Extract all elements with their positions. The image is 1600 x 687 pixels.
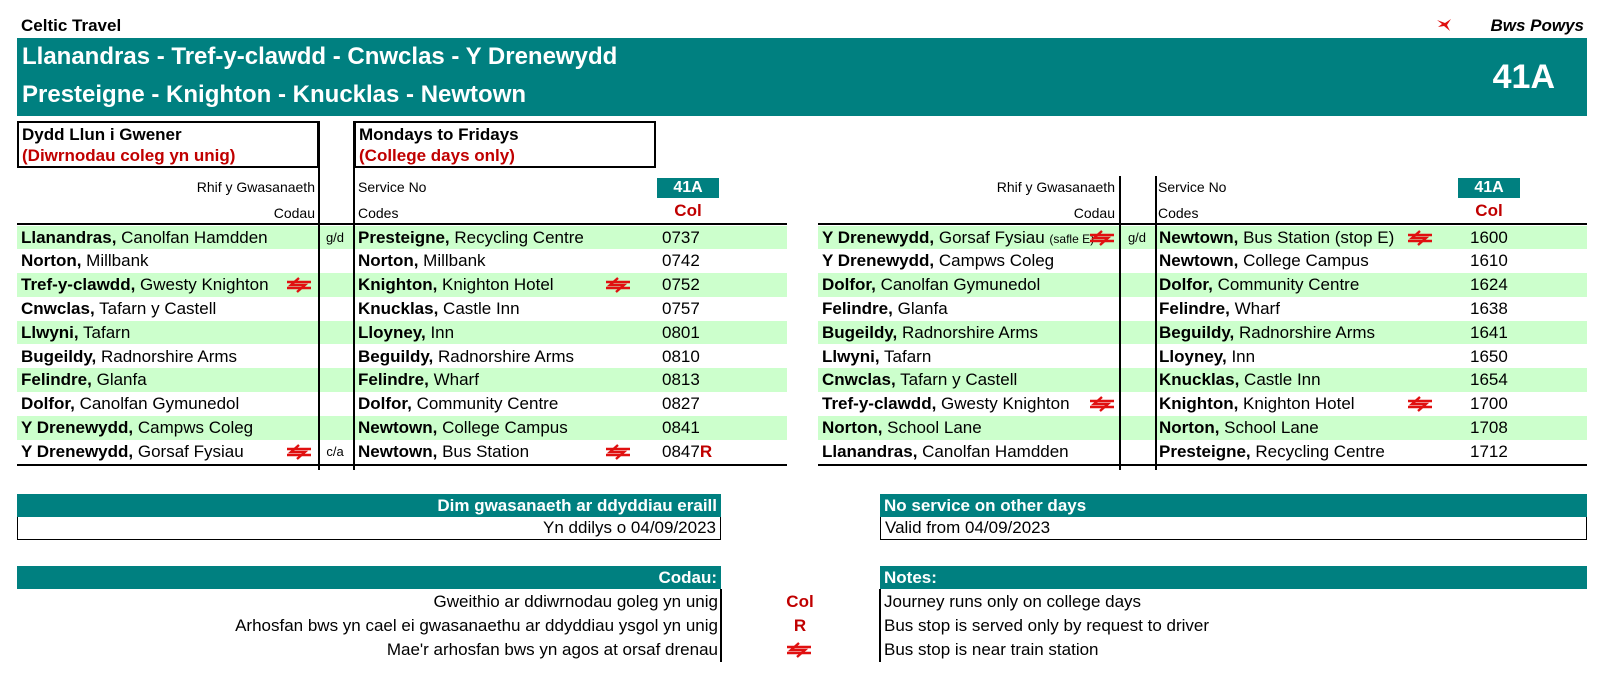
brand-name: Bws Powys — [1490, 16, 1584, 35]
time-value: 1712 — [1470, 441, 1508, 461]
departure-time — [662, 345, 732, 369]
operator-name: Celtic Travel — [21, 16, 122, 35]
stop-place: Bus Station (stop E) — [1243, 227, 1395, 247]
stop-town: Felindre, — [822, 298, 893, 318]
stop-welsh — [21, 297, 301, 321]
stop-welsh — [21, 440, 301, 464]
stop-town: Knighton, — [358, 275, 438, 295]
table-row — [17, 273, 787, 297]
route-banner — [17, 38, 1587, 116]
stop-welsh — [21, 345, 301, 369]
stop-welsh — [21, 416, 301, 440]
stop-code — [1120, 345, 1154, 369]
key-description-english: Bus stop is served only by request to driver — [884, 616, 1210, 635]
college-code: Col — [1475, 201, 1503, 220]
stop-english — [358, 416, 658, 440]
departure-time — [1470, 368, 1540, 392]
stop-place: Tafarn — [83, 322, 131, 342]
time-value: 0841 — [662, 417, 700, 437]
stop-place: Canolfan Gymunedol — [79, 394, 240, 414]
departure-time — [1470, 392, 1540, 416]
stop-place: Community Centre — [416, 394, 559, 414]
stop-town: Norton, — [822, 417, 883, 437]
stop-place: Inn — [1231, 346, 1256, 366]
notes-welsh — [17, 494, 721, 540]
stop-english — [358, 368, 658, 392]
stop-town: Dolfor, — [1159, 275, 1213, 295]
stop-code — [1120, 416, 1154, 440]
request-stop-code: R — [699, 441, 713, 461]
time-value: 0810 — [662, 346, 700, 366]
stop-place: Millbank — [86, 251, 149, 271]
stop-town: Y Drenewydd, — [822, 251, 935, 271]
stop-town: Y Drenewydd, — [21, 441, 134, 461]
time-value: 1654 — [1470, 370, 1508, 390]
stop-town: Knucklas, — [1159, 370, 1240, 390]
time-value: 0757 — [662, 298, 700, 318]
time-value: 0813 — [662, 370, 700, 390]
stop-welsh — [21, 226, 301, 250]
time-value: 0742 — [662, 251, 700, 271]
stop-town: Felindre, — [21, 370, 92, 390]
key-description-welsh: Arhosfan bws yn cael ei gwasanaethu ar ddyddiau ysgol yn unig — [235, 616, 718, 635]
stop-place: Glanfa — [897, 298, 948, 318]
stop-english — [358, 226, 658, 250]
route-title-english: Presteigne - Knighton - Knucklas - Newtown — [22, 81, 527, 108]
stop-place: Canolfan Hamdden — [121, 227, 268, 247]
service-label-welsh: Rhif y Gwasanaeth — [996, 179, 1115, 195]
stop-town: Llwyni, — [822, 346, 880, 366]
table-row — [818, 226, 1587, 250]
no-service-english: No service on other days — [880, 494, 1587, 517]
stop-town: Newtown, — [1159, 227, 1239, 247]
stop-place: Gorsaf Fysiau — [938, 227, 1045, 247]
stop-english — [358, 392, 658, 416]
stop-town: Norton, — [1159, 417, 1220, 437]
stop-welsh — [822, 249, 1118, 273]
codes-label-english: Codes — [358, 205, 399, 221]
departure-time — [662, 297, 732, 321]
departure-time — [1470, 321, 1540, 345]
valid-from-welsh: Yn ddilys o 04/09/2023 — [17, 517, 721, 540]
stop-english — [358, 321, 658, 345]
stop-town: Lloyney, — [358, 322, 426, 342]
stop-place: Knighton Hotel — [1243, 394, 1355, 414]
stop-place: Glanfa — [96, 370, 147, 390]
stop-town: Presteigne, — [358, 227, 450, 247]
time-value: 1610 — [1470, 251, 1508, 271]
departure-time — [662, 273, 732, 297]
stop-town: Dolfor, — [822, 275, 876, 295]
stop-code — [1120, 440, 1154, 464]
table-row — [17, 416, 787, 440]
departure-time — [1470, 273, 1540, 297]
codes-label-welsh: Codau — [1073, 205, 1115, 221]
time-value: 1624 — [1470, 275, 1508, 295]
stop-code — [1120, 273, 1154, 297]
stop-code — [1120, 297, 1154, 321]
table-row — [818, 273, 1587, 297]
stop-english — [358, 345, 658, 369]
time-value: 1641 — [1470, 322, 1508, 342]
stop-place: School Lane — [887, 417, 982, 437]
stop-welsh — [21, 392, 301, 416]
key-divider — [879, 589, 881, 662]
departure-time — [662, 440, 732, 464]
stop-place: Recycling Centre — [454, 227, 584, 247]
departure-time — [662, 226, 732, 250]
stop-town: Llanandras, — [822, 441, 918, 461]
rail-icon — [1088, 230, 1116, 246]
table-divider — [353, 121, 355, 470]
stop-note: (safle E) — [1049, 231, 1095, 246]
stop-welsh — [822, 392, 1118, 416]
stop-town: Presteigne, — [1159, 441, 1251, 461]
codes-label-english: Codes — [1158, 205, 1199, 221]
time-value: 1638 — [1470, 298, 1508, 318]
stop-place: Millbank — [423, 251, 486, 271]
days-english: Mondays to Fridays — [359, 125, 519, 144]
key-symbol: Col — [786, 592, 814, 611]
table-rule — [818, 464, 1587, 466]
key-symbol — [785, 638, 815, 662]
rail-icon — [285, 444, 313, 460]
stop-english — [1159, 297, 1479, 321]
departure-time — [1470, 297, 1540, 321]
stop-town: Felindre, — [1159, 298, 1230, 318]
stop-town: Newtown, — [358, 417, 438, 437]
stop-code — [318, 368, 352, 392]
service-label-english: Service No — [1158, 179, 1227, 195]
table-row — [17, 440, 787, 464]
table-divider — [1155, 176, 1157, 470]
stop-english — [358, 297, 658, 321]
key-divider — [720, 589, 722, 662]
departure-time — [1470, 440, 1540, 464]
table-row — [818, 416, 1587, 440]
codes-label-welsh: Codau — [273, 205, 315, 221]
table-rule — [818, 223, 1587, 225]
table-row — [17, 392, 787, 416]
stop-place: Knighton Hotel — [442, 275, 554, 295]
stop-place: College Campus — [442, 417, 568, 437]
stop-town: Knighton, — [1159, 394, 1239, 414]
stop-code: g/d — [1127, 229, 1147, 245]
service-label-welsh: Rhif y Gwasanaeth — [196, 179, 315, 195]
stop-town: Lloyney, — [1159, 346, 1227, 366]
table-row — [818, 368, 1587, 392]
service-number-badge: 41A — [657, 178, 719, 198]
time-value: 0752 — [662, 275, 700, 295]
days-welsh: Dydd Llun i Gwener — [22, 125, 182, 144]
stop-code — [318, 416, 352, 440]
service-label-english: Service No — [358, 179, 427, 195]
table-row — [17, 345, 787, 369]
stop-town: Norton, — [21, 251, 82, 271]
stop-welsh — [822, 273, 1118, 297]
rail-icon — [785, 642, 813, 658]
departure-time — [1470, 226, 1540, 250]
stop-place: Tafarn y Castell — [900, 370, 1018, 390]
stop-town: Newtown, — [358, 441, 438, 461]
stop-welsh — [21, 321, 301, 345]
stop-place: Inn — [430, 322, 455, 342]
key-description-english: Bus stop is near train station — [884, 640, 1099, 659]
time-value: 0827 — [662, 394, 700, 414]
key-symbol: R — [793, 616, 807, 635]
days-welsh-note: (Diwrnodau coleg yn unig) — [22, 146, 236, 165]
stop-place: Community Centre — [1217, 275, 1360, 295]
stop-place: Canolfan Gymunedol — [880, 275, 1041, 295]
days-box-english — [354, 121, 656, 168]
stop-town: Y Drenewydd, — [21, 417, 134, 437]
stop-place: Tafarn y Castell — [99, 298, 217, 318]
stop-code — [318, 321, 352, 345]
stop-town: Newtown, — [1159, 251, 1239, 271]
stop-town: Knucklas, — [358, 298, 439, 318]
stop-code — [318, 345, 352, 369]
stop-english — [1159, 249, 1479, 273]
table-row — [818, 321, 1587, 345]
service-number-badge: 41A — [1458, 178, 1520, 198]
key-description-welsh: Mae'r arhosfan bws yn agos at orsaf drenau — [386, 640, 718, 659]
stop-welsh — [21, 368, 301, 392]
stop-place: Wharf — [433, 370, 479, 390]
stop-place: Gwesty Knighton — [941, 394, 1070, 414]
stop-place: Gwesty Knighton — [140, 275, 269, 295]
rail-icon — [1406, 396, 1434, 412]
stop-code: g/d — [325, 229, 345, 245]
stop-place: Campws Coleg — [137, 417, 254, 437]
stop-town: Cnwclas, — [21, 298, 95, 318]
stop-town: Beguildy, — [1159, 322, 1235, 342]
stop-code — [318, 273, 352, 297]
stop-place: Radnorshire Arms — [100, 346, 238, 366]
stop-welsh — [822, 321, 1118, 345]
stop-town: Tref-y-clawdd, — [822, 394, 937, 414]
departure-time — [662, 249, 732, 273]
stop-town: Tref-y-clawdd, — [21, 275, 136, 295]
stop-code — [318, 392, 352, 416]
stop-town: Llanandras, — [21, 227, 117, 247]
table-rule — [17, 464, 787, 466]
table-row — [818, 345, 1587, 369]
stop-place: Tafarn — [884, 346, 932, 366]
kite-icon — [1436, 18, 1452, 32]
stop-welsh — [21, 273, 301, 297]
notes-english — [880, 494, 1587, 540]
time-value: 1600 — [1470, 227, 1508, 247]
table-row — [17, 226, 787, 250]
time-value: 1700 — [1470, 394, 1508, 414]
time-value: 0847 — [662, 441, 700, 461]
table-row — [818, 440, 1587, 464]
time-value: 1708 — [1470, 417, 1508, 437]
table-rule — [17, 223, 787, 225]
stop-town: Llwyni, — [21, 322, 79, 342]
stop-code — [1120, 368, 1154, 392]
stop-town: Felindre, — [358, 370, 429, 390]
stop-place: Wharf — [1234, 298, 1280, 318]
stop-english — [1159, 368, 1479, 392]
stop-place: Recycling Centre — [1255, 441, 1385, 461]
departure-time — [662, 368, 732, 392]
stop-code — [318, 297, 352, 321]
stop-town: Dolfor, — [21, 394, 75, 414]
table-row — [17, 297, 787, 321]
stop-town: Beguildy, — [358, 346, 434, 366]
college-code: Col — [674, 201, 702, 220]
rail-icon — [285, 277, 313, 293]
rail-icon — [1088, 396, 1116, 412]
stop-place: Radnorshire Arms — [1238, 322, 1376, 342]
codes-key-title-welsh: Codau: — [17, 566, 721, 589]
departure-time — [1470, 249, 1540, 273]
stop-english — [1159, 321, 1479, 345]
table-row — [17, 321, 787, 345]
time-value: 0737 — [662, 227, 700, 247]
stop-town: Bugeildy, — [21, 346, 97, 366]
departure-time — [662, 416, 732, 440]
days-english-note: (College days only) — [359, 146, 515, 165]
key-description-welsh: Gweithio ar ddiwrnodau goleg yn unig — [433, 592, 718, 611]
stop-welsh — [822, 226, 1118, 250]
key-description-english: Journey runs only on college days — [884, 592, 1142, 611]
stop-place: Gorsaf Fysiau — [137, 441, 244, 461]
time-value: 1650 — [1470, 346, 1508, 366]
stop-town: Bugeildy, — [822, 322, 898, 342]
stop-place: Radnorshire Arms — [437, 346, 575, 366]
departure-time — [1470, 345, 1540, 369]
table-divider — [318, 121, 320, 470]
stop-place: Campws Coleg — [938, 251, 1055, 271]
stop-town: Dolfor, — [358, 394, 412, 414]
stop-english — [1159, 273, 1479, 297]
valid-from-english: Valid from 04/09/2023 — [880, 517, 1587, 540]
rail-icon — [604, 444, 632, 460]
codes-key-title-english: Notes: — [880, 566, 1587, 589]
stop-welsh — [21, 249, 301, 273]
stop-place: College Campus — [1243, 251, 1369, 271]
time-value: 0801 — [662, 322, 700, 342]
stop-place: Radnorshire Arms — [901, 322, 1039, 342]
departure-time — [1470, 416, 1540, 440]
rail-icon — [604, 277, 632, 293]
table-divider — [1119, 176, 1121, 470]
stop-english — [358, 249, 658, 273]
stop-place: Bus Station — [442, 441, 530, 461]
stop-english — [1159, 345, 1479, 369]
stop-code — [1120, 321, 1154, 345]
route-title-welsh: Llanandras - Tref-y-clawdd - Cnwclas - Y Drenewydd — [22, 43, 618, 70]
stop-english — [1159, 440, 1479, 464]
stop-english — [1159, 416, 1479, 440]
stop-place: Canolfan Hamdden — [922, 441, 1069, 461]
stop-welsh — [822, 297, 1118, 321]
days-box-welsh — [17, 121, 319, 168]
table-row — [17, 368, 787, 392]
stop-code — [1120, 249, 1154, 273]
stop-welsh — [822, 368, 1118, 392]
table-row — [818, 392, 1587, 416]
route-number: 41A — [1492, 58, 1555, 96]
departure-time — [662, 392, 732, 416]
table-row — [818, 249, 1587, 273]
no-service-welsh: Dim gwasanaeth ar ddyddiau eraill — [17, 494, 721, 517]
stop-place: Castle Inn — [443, 298, 520, 318]
stop-code — [1120, 392, 1154, 416]
stop-code — [318, 249, 352, 273]
table-row — [17, 249, 787, 273]
stop-town: Cnwclas, — [822, 370, 896, 390]
stop-town: Y Drenewydd, — [822, 227, 935, 247]
stop-code: c/a — [326, 443, 344, 459]
rail-icon — [1406, 230, 1434, 246]
departure-time — [662, 321, 732, 345]
stop-welsh — [822, 440, 1118, 464]
stop-town: Norton, — [358, 251, 419, 271]
stop-welsh — [822, 345, 1118, 369]
stop-place: Castle Inn — [1244, 370, 1321, 390]
table-row — [818, 297, 1587, 321]
stop-welsh — [822, 416, 1118, 440]
stop-place: School Lane — [1224, 417, 1319, 437]
